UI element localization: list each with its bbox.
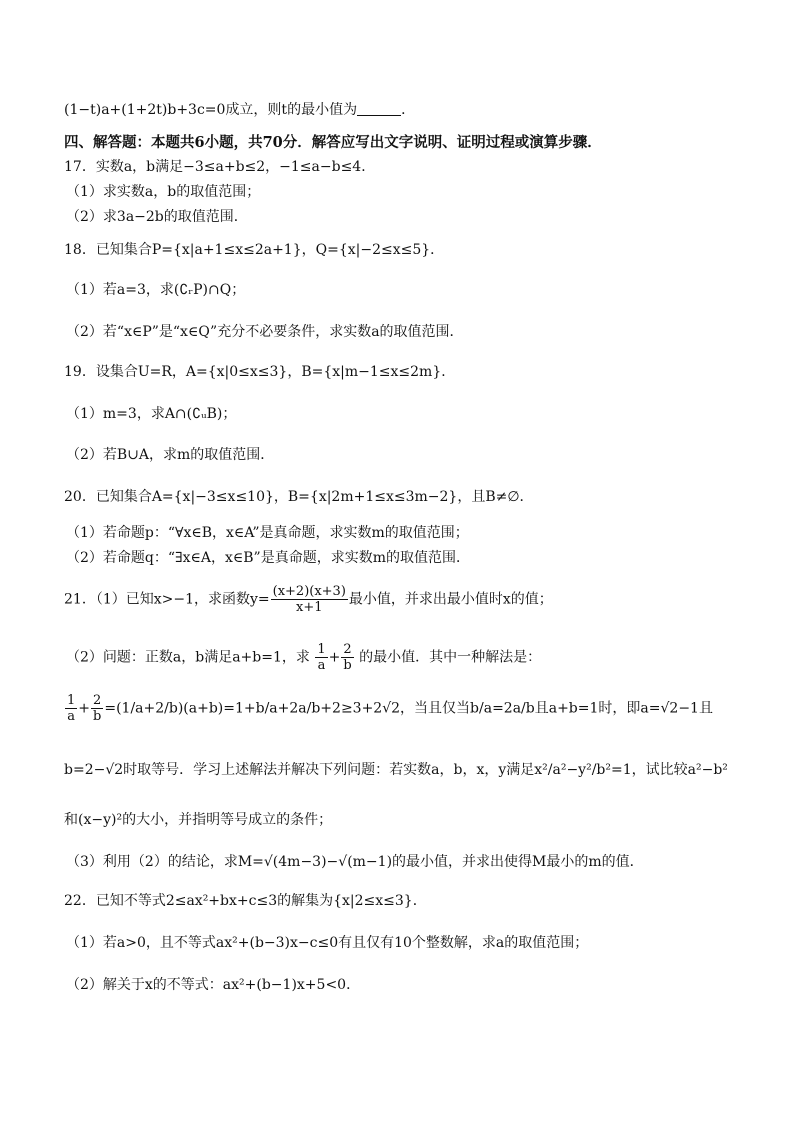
q21-solution-text: =(1/a+2/b)(a+b)=1+b/a+2a/b+2≥3+2√2，当且仅当b/a=2a/b且a+b=1时，即a=√2−1且 [104, 700, 713, 717]
q21-part2-post: 的最小值．其中一种解法是： [359, 649, 542, 666]
q18-part2: （2）若“x∈P”是“x∈Q”充分不必要条件，求实数a的取值范围． [66, 324, 464, 340]
q21-part1-pre: 21．（1）已知x>−1，求函数y= [64, 591, 270, 608]
prev-question-period: ． [401, 102, 416, 118]
line-prev-question-end [64, 100, 415, 120]
q19-part2: （2）若B∪A，求m的取值范围． [66, 447, 275, 463]
q19-part1: （1）m=3，求A∩(∁ᵤB)； [66, 406, 237, 422]
q21-part1-post: 最小值，并求出最小值时x的值； [348, 591, 553, 608]
section-4-heading: 四、解答题：本题共6小题，共70分．解答应写出文字说明、证明过程或演算步骤． [64, 134, 602, 151]
q21-solution-line: $\frac{1}{a}$ + $\frac{2}{b}$ =(1/a+2/b)(a+b)=1+b/a+2a/b+2≥3+2√2，当且仅当b/a=2a/b且a+b=1时，即a=√2−1且 [67, 693, 713, 724]
q17-part1: （1）求实数a，b的取值范围； [66, 184, 261, 200]
q21-part1 [64, 584, 553, 615]
q19-stem: 19．设集合U=R，A={x|0≤x≤3}，B={x|m−1≤x≤2m}． [64, 364, 456, 380]
q21-continuation: b=2−√2时取等号．学习上述解法并解决下列问题：若实数a，b，x，y满足x²/a²−y²/b²=1，试比较a²−b² [64, 762, 728, 778]
answer-blank [357, 101, 401, 116]
q17-part2: （2）求3a−2b的取值范围． [66, 209, 248, 225]
q20-stem: 20．已知集合A={x|−3≤x≤10}，B={x|2m+1≤x≤3m−2}，且B≠∅． [64, 489, 534, 505]
sol-frac-2-over-b: $\frac{2}{b}$ [93, 693, 102, 724]
q21-fraction-denominator: x+1 [296, 600, 323, 615]
q21-fraction [271, 584, 348, 615]
q21-part2: （2）问题：正数a，b满足a+b=1，求 $\frac{1}{a}$ + $\frac{2}{b}$ 的最小值．其中一种解法是： [66, 642, 542, 673]
q22-stem: 22．已知不等式2≤ax²+bx+c≤3的解集为{x|2≤x≤3}． [64, 893, 427, 909]
q18-stem: 18．已知集合P={x|a+1≤x≤2a+1}，Q={x|−2≤x≤5}． [64, 242, 445, 258]
q21-part3: （3）利用（2）的结论，求M=√(4m−3)−√(m−1)的最小值，并求出使得M最小的m的值． [66, 854, 644, 870]
q22-part2: （2）解关于x的不等式：ax²+(b−1)x+5<0． [66, 977, 361, 993]
frac-1-over-a: $\frac{1}{a}$ [317, 642, 326, 673]
q17-stem: 17．实数a，b满足−3≤a+b≤2，−1≤a−b≤4． [64, 159, 376, 175]
q20-part2: （2）若命题q：“∃x∈A，x∈B”是真命题，求实数m的取值范围． [66, 550, 470, 566]
sol-frac-1-over-a: $\frac{1}{a}$ [67, 693, 76, 724]
q22-part1: （1）若a>0，且不等式ax²+(b−3)x−c≤0有且仅有10个整数解，求a的取值范围； [66, 935, 589, 951]
q20-part1: （1）若命题p：“∀x∈B，x∈A”是真命题，求实数m的取值范围； [66, 525, 469, 541]
frac-2-over-b: $\frac{2}{b}$ [343, 642, 352, 673]
q18-part1: （1）若a=3，求(∁ᵣP)∩Q； [66, 282, 246, 298]
q21-part2-pre: （2）问题：正数a，b满足a+b=1，求 [66, 649, 310, 666]
prev-question-text: (1−t)a+(1+2t)b+3c=0成立，则t的最小值为 [64, 102, 358, 118]
q21-continuation-2: 和(x−y)²的大小，并指明等号成立的条件； [64, 812, 333, 828]
q21-fraction-numerator: (x+2)(x+3) [272, 584, 346, 599]
